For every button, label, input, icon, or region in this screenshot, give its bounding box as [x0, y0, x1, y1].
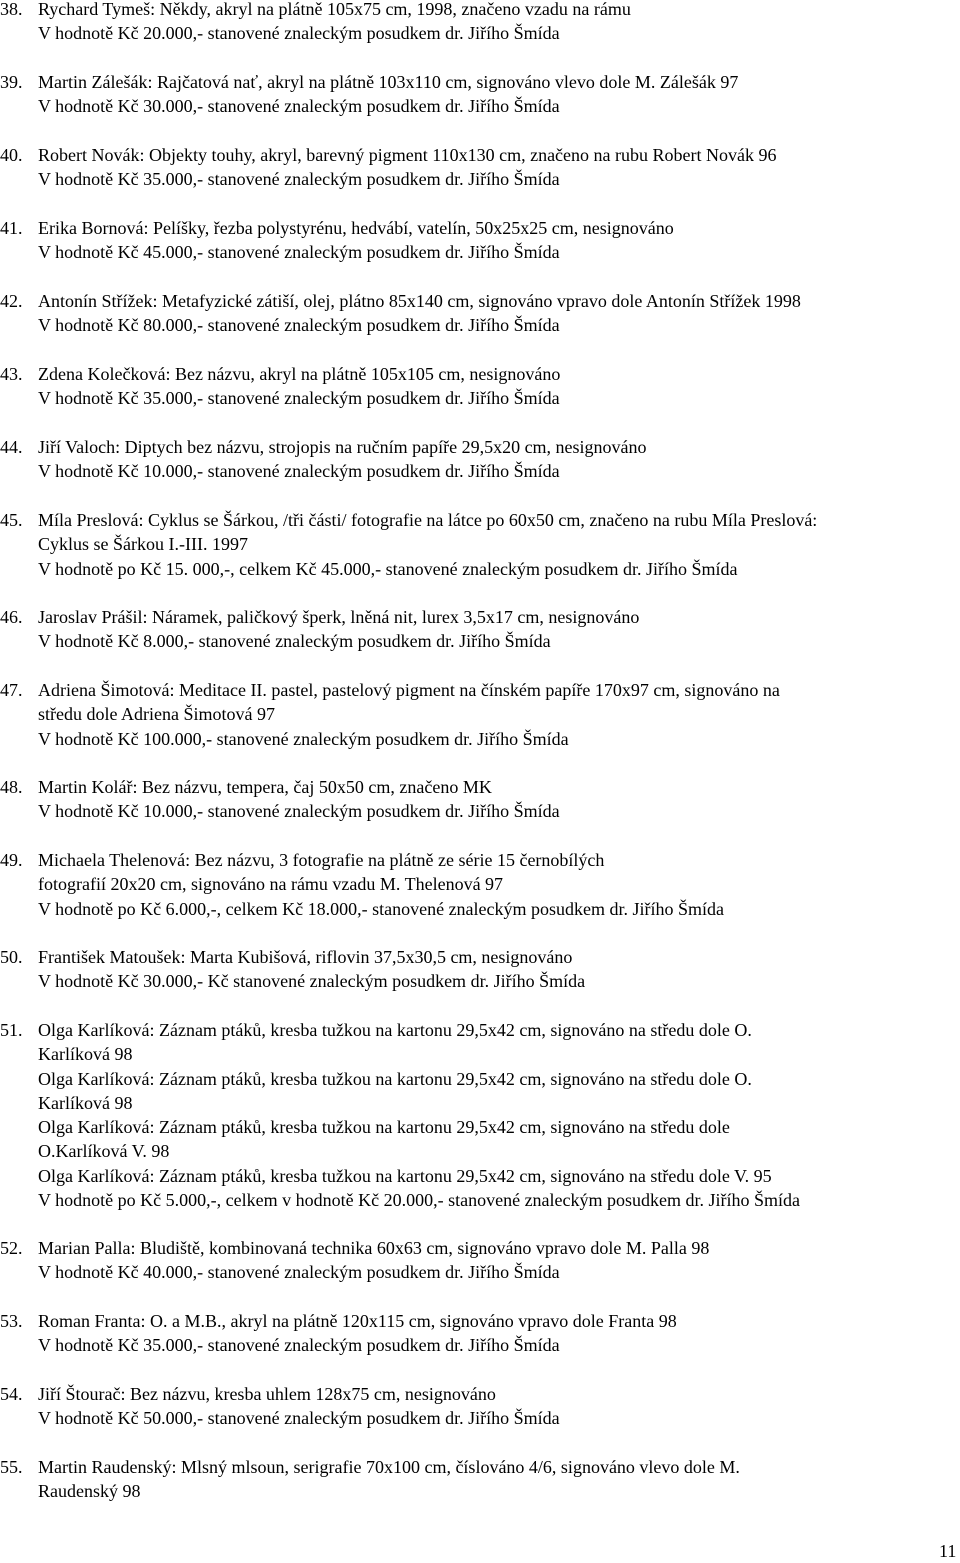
item-line: Raudenský 98 [38, 1481, 141, 1502]
item-line: Olga Karlíková: Záznam ptáků, kresba tužkou na kartonu 29,5x42 cm, signováno na středu dole [38, 1117, 730, 1138]
item-number: 49. [0, 850, 23, 870]
item-text [38, 435, 956, 484]
item-line: Rychard Tymeš: Někdy, akryl na plátně 105x75 cm, 1998, značeno vzadu na rámu [38, 0, 631, 19]
item-line: V hodnotě po Kč 6.000,-, celkem Kč 18.000,- stanovené znaleckým posudkem dr. Jiřího Šmída [38, 898, 725, 919]
item-text [38, 508, 956, 581]
item-number: 43. [0, 364, 23, 384]
item-line: V hodnotě Kč 30.000,- stanovené znaleckým posudkem dr. Jiřího Šmída [38, 96, 560, 117]
item-line: Jaroslav Prášil: Náramek, paličkový šperk, lněná nit, lurex 3,5x17 cm, nesignováno [38, 607, 640, 627]
item-text [38, 1018, 956, 1212]
item-number: 42. [0, 291, 23, 311]
item-number: 45. [0, 510, 23, 530]
item-line: V hodnotě Kč 30.000,- Kč stanovené znaleckým posudkem dr. Jiřího Šmída [38, 971, 586, 992]
item-line: Jiří Valoch: Diptych bez názvu, strojopis na ručním papíře 29,5x20 cm, nesignováno [38, 437, 647, 457]
item-text [38, 70, 956, 119]
item-text [38, 289, 956, 338]
item-line: V hodnotě Kč 35.000,- stanovené znaleckým posudkem dr. Jiřího Šmída [38, 1335, 560, 1356]
item-line: Olga Karlíková: Záznam ptáků, kresba tužkou na kartonu 29,5x42 cm, signováno na středu dole O. [38, 1068, 752, 1089]
item-number: 55. [0, 1457, 23, 1477]
item-text [38, 678, 956, 751]
item-line: O.Karlíková V. 98 [38, 1141, 170, 1162]
item-text [38, 945, 956, 994]
item-line: Antonín Střížek: Metafyzické zátiší, olej, plátno 85x140 cm, signováno vpravo dole Antonín Střížek 1998 [38, 291, 801, 311]
item-number: 44. [0, 437, 23, 457]
item-line: Cyklus se Šárkou I.-III. 1997 [38, 534, 248, 555]
item-line: Olga Karlíková: Záznam ptáků, kresba tužkou na kartonu 29,5x42 cm, signováno na středu dole O. [38, 1020, 752, 1040]
item-line: Marian Palla: Bludiště, kombinovaná technika 60x63 cm, signováno vpravo dole M. Palla 98 [38, 1238, 710, 1258]
item-line: Karlíková 98 [38, 1092, 133, 1113]
item-line: Adriena Šimotová: Meditace II. pastel, pastelový pigment na čínském papíře 170x97 cm, signováno na [38, 680, 780, 700]
item-line: Míla Preslová: Cyklus se Šárkou, /tři části/ fotografie na látce po 60x50 cm, značeno na rubu Míla Preslová: [38, 510, 818, 530]
item-text [38, 1455, 956, 1504]
item-line: V hodnotě Kč 50.000,- stanovené znaleckým posudkem dr. Jiřího Šmída [38, 1408, 560, 1429]
item-line: František Matoušek: Marta Kubišová, riflovin 37,5x30,5 cm, nesignováno [38, 947, 573, 967]
item-number: 46. [0, 607, 23, 627]
item-text [38, 216, 956, 265]
item-line: V hodnotě Kč 100.000,- stanovené znaleckým posudkem dr. Jiřího Šmída [38, 728, 569, 749]
item-line: V hodnotě Kč 45.000,- stanovené znaleckým posudkem dr. Jiřího Šmída [38, 242, 560, 263]
item-text [38, 848, 956, 921]
item-line: Karlíková 98 [38, 1044, 133, 1065]
item-line: V hodnotě po Kč 15. 000,-, celkem Kč 45.000,- stanovené znaleckým posudkem dr. Jiřího Šmída [38, 558, 738, 579]
item-line: Jiří Štourač: Bez názvu, kresba uhlem 128x75 cm, nesignováno [38, 1384, 496, 1404]
item-number: 53. [0, 1311, 23, 1331]
item-line: Michaela Thelenová: Bez názvu, 3 fotografie na plátně ze série 15 černobílých [38, 850, 605, 870]
item-line: Zdena Kolečková: Bez názvu, akryl na plátně 105x105 cm, nesignováno [38, 364, 561, 384]
item-text [38, 1236, 956, 1285]
item-number: 41. [0, 218, 23, 238]
item-line: Martin Zálešák: Rajčatová nať, akryl na plátně 103x110 cm, signováno vlevo dole M. Zálešák 97 [38, 72, 739, 92]
item-number: 54. [0, 1384, 23, 1404]
item-line: V hodnotě Kč 40.000,- stanovené znaleckým posudkem dr. Jiřího Šmída [38, 1262, 560, 1283]
item-number: 52. [0, 1238, 23, 1258]
item-line: Martin Kolář: Bez názvu, tempera, čaj 50x50 cm, značeno MK [38, 777, 492, 797]
item-number: 48. [0, 777, 23, 797]
item-line: fotografií 20x20 cm, signováno na rámu vzadu M. Thelenová 97 [38, 874, 504, 895]
item-text [38, 143, 956, 192]
item-number: 50. [0, 947, 23, 967]
item-line: V hodnotě Kč 20.000,- stanovené znaleckým posudkem dr. Jiřího Šmída [38, 23, 560, 44]
page-number: 11 [939, 1541, 957, 1561]
item-text [38, 1309, 956, 1358]
item-line: Robert Novák: Objekty touhy, akryl, barevný pigment 110x130 cm, značeno na rubu Robert Novák 96 [38, 145, 777, 165]
item-number: 47. [0, 680, 23, 700]
item-line: Erika Bornová: Pelíšky, řezba polystyrénu, hedvábí, vatelín, 50x25x25 cm, nesignováno [38, 218, 674, 238]
item-line: Martin Raudenský: Mlsný mlsoun, serigrafie 70x100 cm, číslováno 4/6, signováno vlevo dole M. [38, 1457, 740, 1477]
item-number: 40. [0, 145, 23, 165]
item-text [38, 775, 956, 824]
item-number: 39. [0, 72, 23, 92]
item-line: V hodnotě Kč 80.000,- stanovené znaleckým posudkem dr. Jiřího Šmída [38, 315, 560, 336]
item-text [38, 362, 956, 411]
item-text [38, 1382, 956, 1431]
item-line: V hodnotě Kč 8.000,- stanovené znaleckým posudkem dr. Jiřího Šmída [38, 631, 551, 652]
item-line: V hodnotě Kč 35.000,- stanovené znaleckým posudkem dr. Jiřího Šmída [38, 169, 560, 190]
item-text [38, 605, 956, 654]
item-line: středu dole Adriena Šimotová 97 [38, 704, 275, 725]
item-number: 38. [0, 0, 23, 19]
item-number: 51. [0, 1020, 23, 1040]
item-line: V hodnotě Kč 10.000,- stanovené znaleckým posudkem dr. Jiřího Šmída [38, 801, 560, 822]
item-line: V hodnotě po Kč 5.000,-, celkem v hodnotě Kč 20.000,- stanovené znaleckým posudkem dr. Jiřího Šmída [38, 1190, 801, 1211]
item-line: V hodnotě Kč 10.000,- stanovené znaleckým posudkem dr. Jiřího Šmída [38, 461, 560, 482]
item-line: Olga Karlíková: Záznam ptáků, kresba tužkou na kartonu 29,5x42 cm, signováno na středu dole V. 95 [38, 1165, 772, 1186]
item-text [38, 0, 956, 46]
item-line: Roman Franta: O. a M.B., akryl na plátně 120x115 cm, signováno vpravo dole Franta 98 [38, 1311, 677, 1331]
item-line: V hodnotě Kč 35.000,- stanovené znaleckým posudkem dr. Jiřího Šmída [38, 388, 560, 409]
